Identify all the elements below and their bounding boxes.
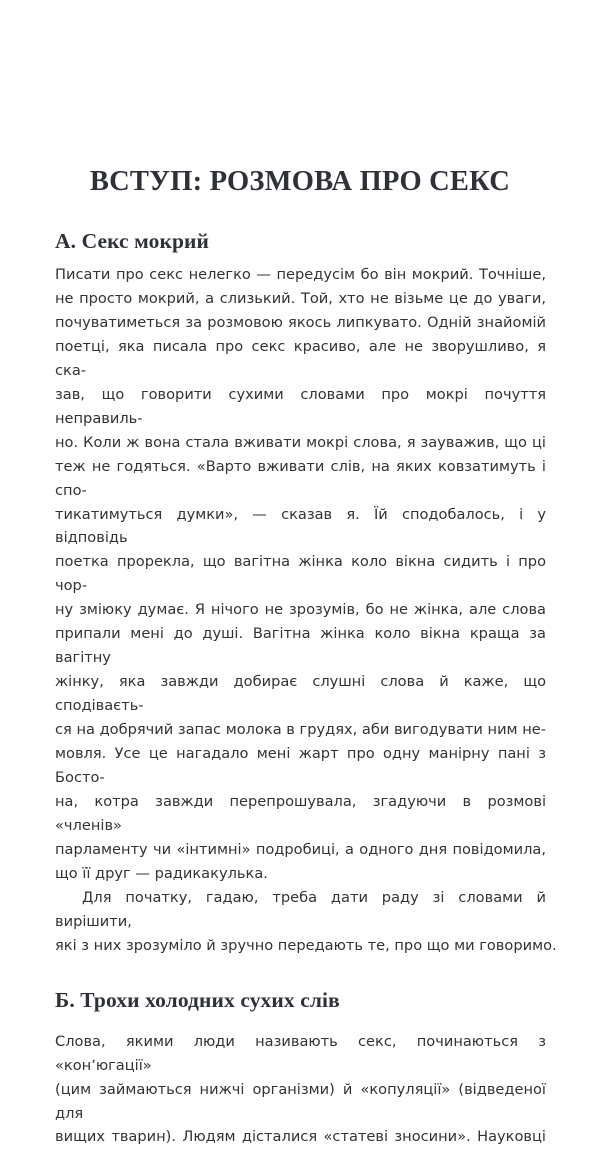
text-line: ну зміюку думає. Я нічого не зрозумів, бо не жінка, але слова: [55, 601, 546, 619]
text-line: Писати про секс нелегко — передусім бо він мокрий. Точніше,: [55, 266, 546, 283]
section-heading-b: Б. Трохи холодних сухих слів: [55, 987, 340, 1012]
text-line: жінку, яка завжди добирає слушні слова й каже, що сподіваєть-: [55, 673, 546, 715]
section-heading-a: А. Секс мокрий: [55, 229, 210, 253]
text-line: поетці, яка писала про секс красиво, але не зворушливо, я ска-: [55, 337, 546, 379]
text-line: Для початку, гадаю, треба дати раду зі словами й вирішити,: [55, 888, 546, 930]
document-body: [55, 228, 557, 1149]
paragraph: [55, 1030, 546, 1149]
text-line: які з них зрозуміло й зручно передають те, про що ми говоримо.: [55, 936, 557, 954]
text-line: (цим займаються нижчі організми) й «копуляції» (відведеної для: [55, 1080, 546, 1122]
text-line: теж не годяться. «Варто вживати слів, на яких ковзатимуть і спо-: [55, 457, 546, 499]
text-line: що її друг — радикакулька.: [55, 864, 268, 882]
paragraph: [55, 263, 546, 886]
text-line: но. Коли ж вона стала вживати мокрі слова, я зауважив, що ці: [55, 433, 546, 451]
text-line: ся на добрячий запас молока в грудях, аби вигодувати ним не-: [55, 721, 546, 739]
text-line: почуватиметься за розмовою якось липкувато. Одній знайомій: [55, 313, 546, 331]
paragraph: [55, 886, 557, 958]
text-line: поетка прорекла, що вагітна жінка коло вікна сидить і про чор-: [55, 553, 546, 595]
text-line: парламенту чи «інтимні» подробиці, а одного дня повідомила,: [55, 840, 546, 858]
text-line: вищих тварин). Людям дісталися «статеві зносини». Науковці: [55, 1128, 546, 1146]
text-line: припали мені до душі. Вагітна жінка коло вікна краща за вагітну: [55, 625, 546, 667]
text-line: зав, що говорити сухими словами про мокрі почуття неправиль-: [55, 385, 546, 427]
text-line: на, котра завжди перепрошувала, згадуючи в розмові «членів»: [55, 792, 546, 834]
text-line: тикатимуться думки», — сказав я. Їй сподобалось, і у відповідь: [55, 505, 546, 547]
text-line: мовля. Усе це нагадало мені жарт про одну манірну пані з Босто-: [55, 745, 546, 787]
text-line: Слова, якими люди називають секс, починаються з «конʼюгації»: [55, 1032, 546, 1074]
text-line: не просто мокрий, а слизький. Той, хто не візьме це до уваги,: [55, 289, 546, 307]
page-title: ВСТУП: РОЗМОВА ПРО СЕКС: [89, 166, 511, 198]
